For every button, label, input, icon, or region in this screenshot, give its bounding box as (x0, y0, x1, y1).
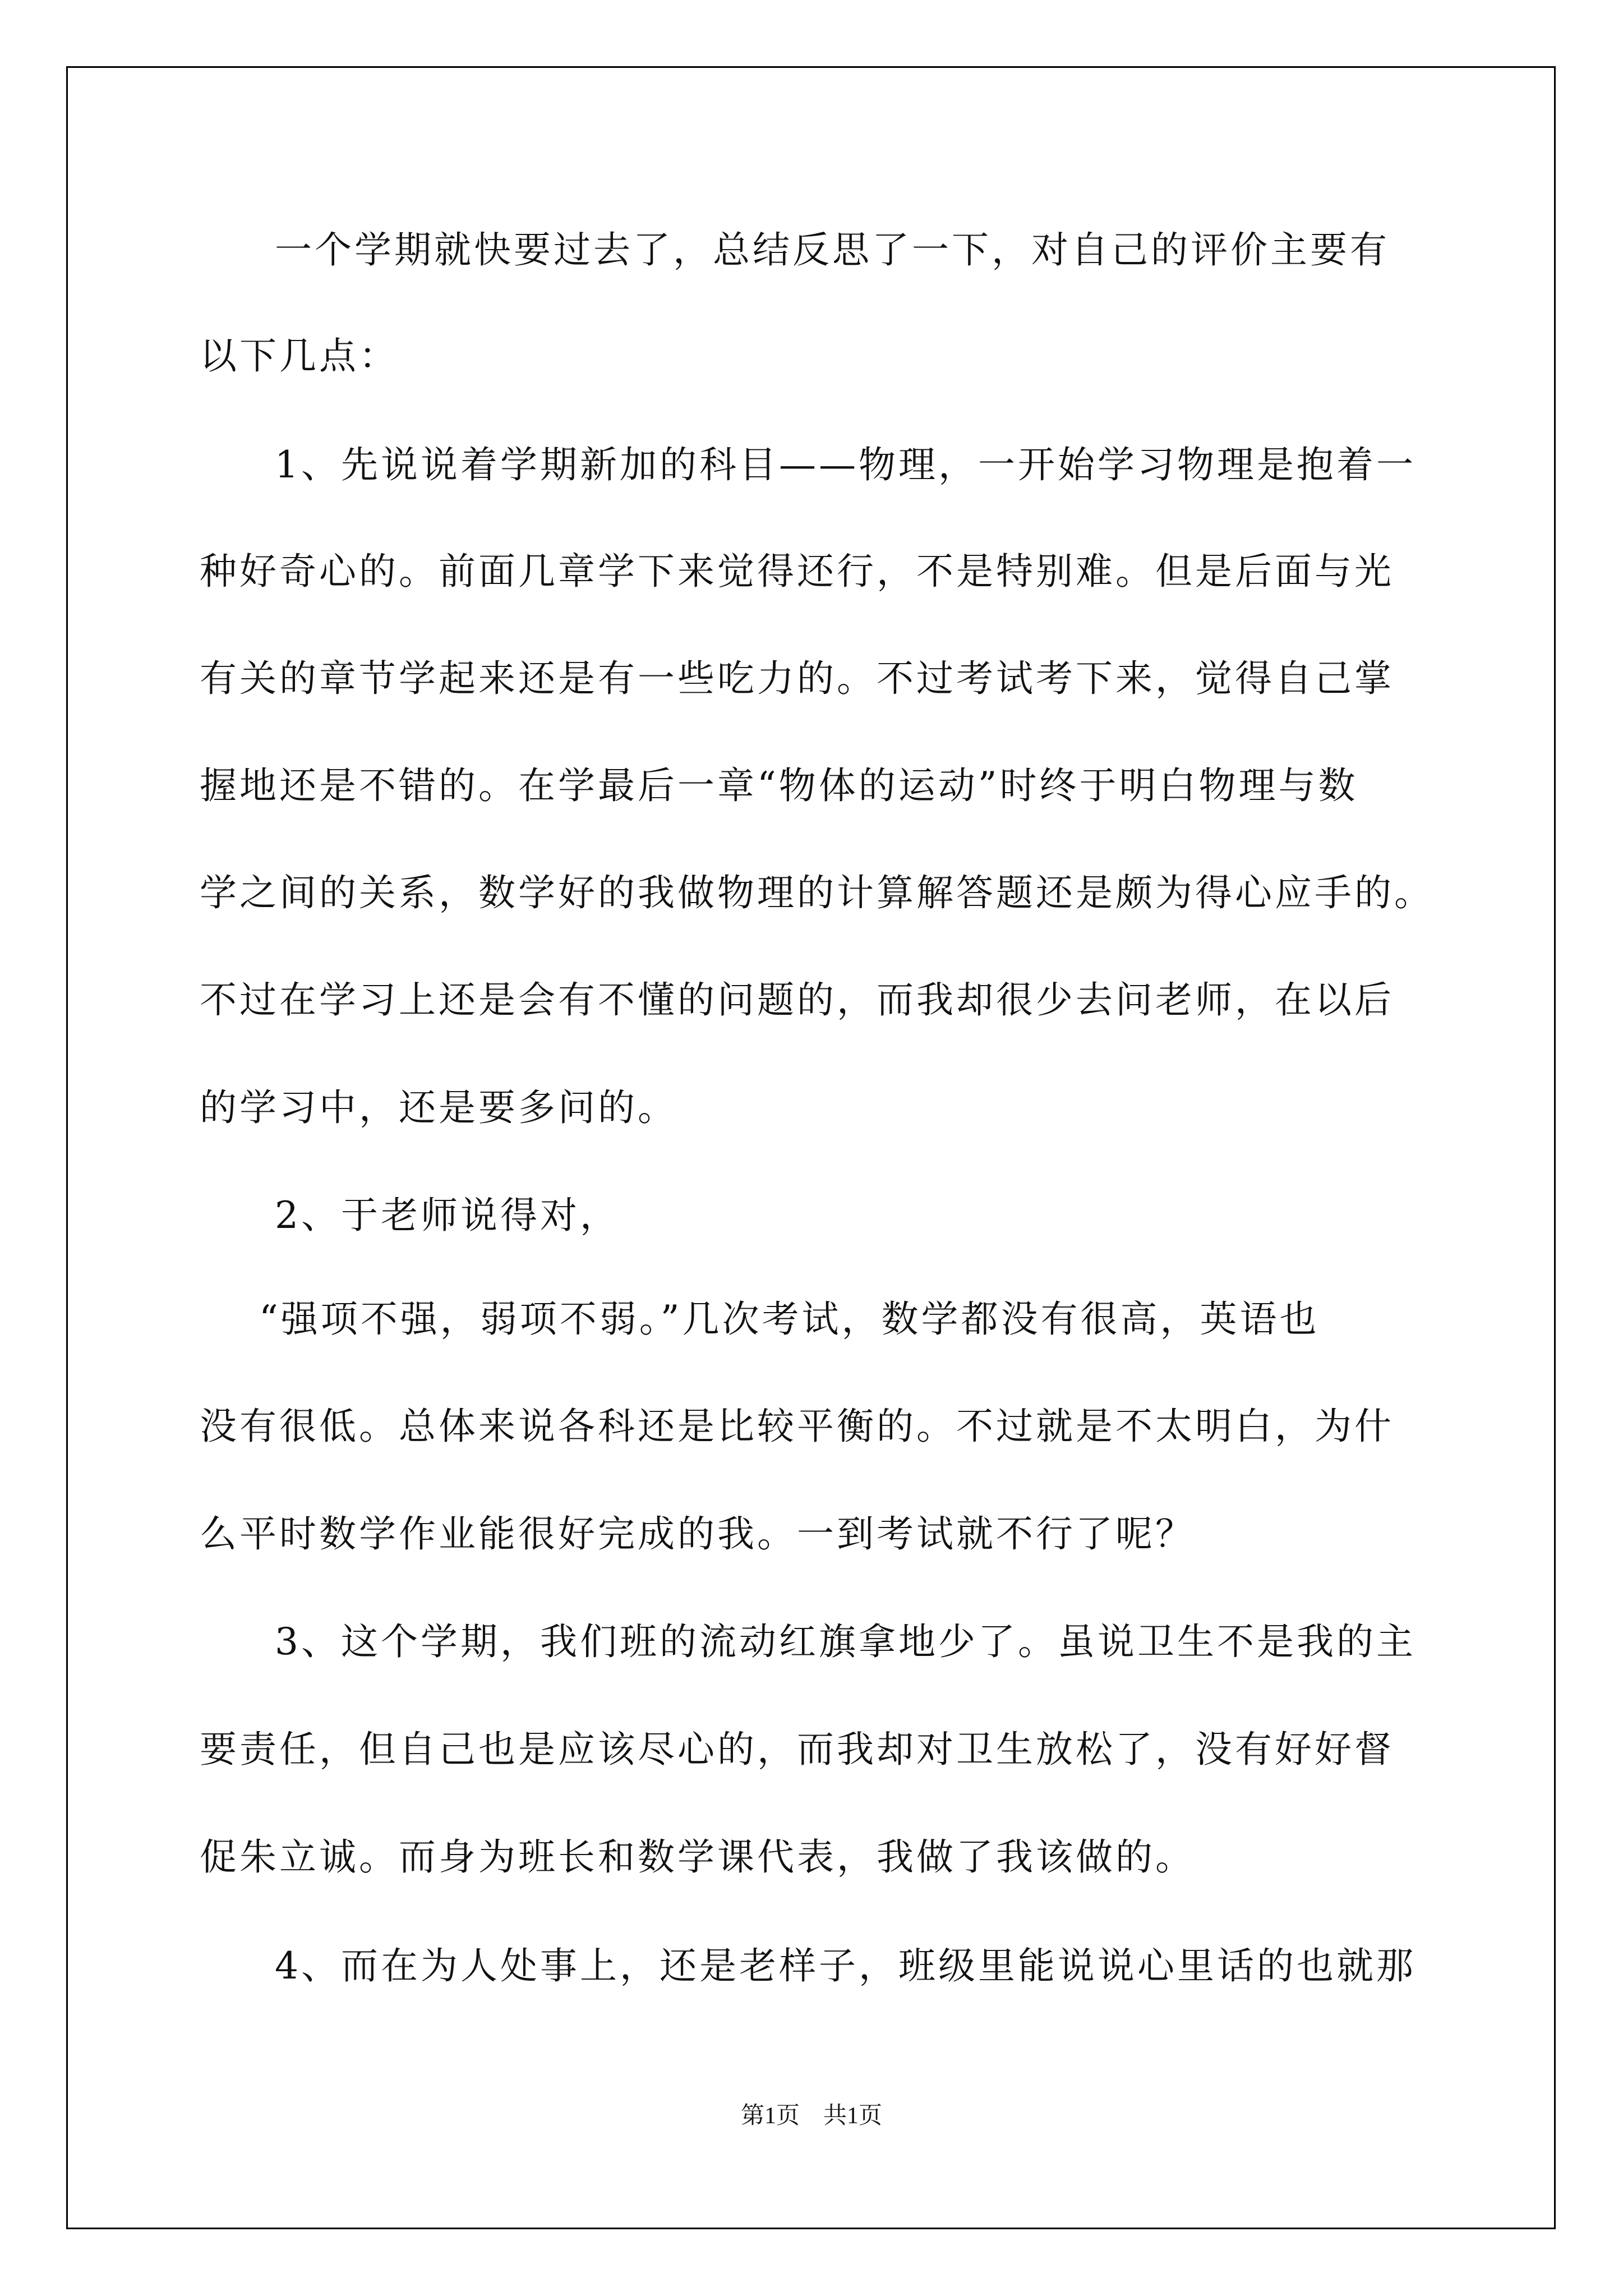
paragraph-line: 种好奇心的。前面几章学下来觉得还行，不是特别难。但是后面与光 (200, 550, 1394, 593)
paragraph-line: 学之间的关系，数学好的我做物理的计算解答题还是颇为得心应手的。 (200, 871, 1434, 914)
paragraph-line: “强项不强，弱项不弱。”几次考试，数学都没有很高，英语也 (259, 1297, 1320, 1341)
paragraph-line: 一个学期就快要过去了，总结反思了一下，对自己的评价主要有 (275, 228, 1390, 272)
paragraph-line: 2、于老师说得对， (275, 1194, 620, 1237)
paragraph-line: 握地还是不错的。在学最后一章“物体的运动”时终于明白物理与数 (200, 764, 1358, 807)
paragraph-line: 促朱立诚。而身为班长和数学课代表，我做了我该做的。 (200, 1835, 1195, 1879)
paragraph-line: 4、而在为人处事上，还是老样子，班级里能说说心里话的也就那 (275, 1944, 1416, 1987)
paragraph-line: 的学习中，还是要多问的。 (200, 1086, 677, 1129)
paragraph-line: 没有很低。总体来说各科还是比较平衡的。不过就是不太明白，为什 (200, 1405, 1394, 1448)
paragraph-line: 有关的章节学起来还是有一些吃力的。不过考试考下来，觉得自己掌 (200, 657, 1394, 700)
paragraph-line: 1、先说说着学期新加的科目——物理，一开始学习物理是抱着一 (275, 443, 1416, 486)
paragraph-line: 么平时数学作业能很好完成的我。一到考试就不行了呢？ (200, 1512, 1195, 1556)
page-border (66, 66, 1556, 2229)
paragraph-line: 不过在学习上还是会有不懂的问题的，而我却很少去问老师，在以后 (200, 978, 1394, 1022)
paragraph-line: 要责任，但自己也是应该尽心的，而我却对卫生放松了，没有好好督 (200, 1728, 1394, 1771)
paragraph-line: 以下几点： (200, 334, 399, 378)
paragraph-line: 3、这个学期，我们班的流动红旗拿地少了。虽说卫生不是我的主 (275, 1620, 1416, 1663)
page-number-footer: 第1页 共1页 (740, 2103, 882, 2129)
